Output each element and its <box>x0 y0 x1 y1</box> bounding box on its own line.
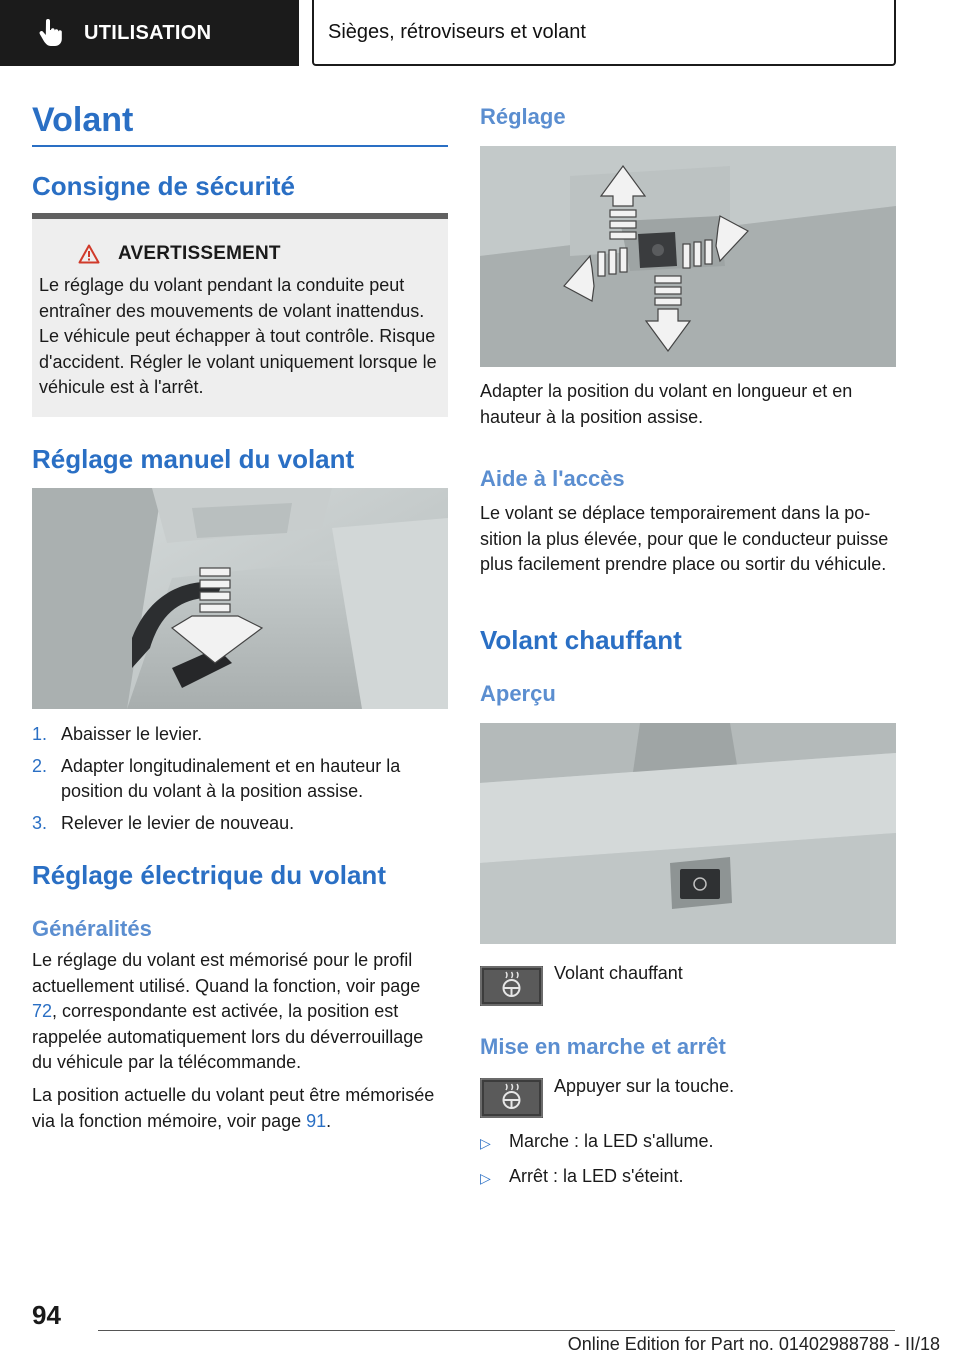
electric-adjust-heading: Réglage électrique du volant <box>32 860 386 890</box>
warning-triangle-icon <box>78 244 100 264</box>
overview-heading: Aperçu <box>480 681 556 706</box>
heated-button-label: Volant chauffant <box>554 963 683 983</box>
warning-text: Le réglage du volant pendant la conduite peut entraîner des mouvements de volant inattendus. Le véhicule peut échapper à tout contrôle. Risque d'accident. Régler le volant uniquement lorsque le véhicule est à l'arrêt. <box>39 275 437 397</box>
list-item <box>480 1164 896 1192</box>
step-number: 2. <box>32 755 48 776</box>
onoff-heading: Mise en marche et arrêt <box>480 1034 726 1059</box>
page-number: 94 <box>32 1300 61 1330</box>
general-paragraph-2 <box>32 1083 448 1134</box>
warning-header <box>78 243 448 265</box>
triangle-bullet-icon: ▷ <box>480 1169 491 1186</box>
state-text: Marche : la LED s'allume. <box>509 1131 714 1151</box>
list-item <box>32 811 448 837</box>
access-heading: Aide à l'accès <box>480 466 625 491</box>
page-link-91[interactable]: 91 <box>306 1110 327 1131</box>
section-tab <box>0 0 299 66</box>
hand-pointer-icon <box>38 19 62 47</box>
footer-edition: Online Edition for Part no. 01402988788 - II/18 <box>567 1334 940 1354</box>
heated-steering-wheel-icon <box>480 966 543 1006</box>
text-span: . <box>326 1110 332 1131</box>
general-paragraph-1 <box>32 948 448 1076</box>
heated-heading: Volant chauffant <box>480 625 682 655</box>
access-text: Le volant se déplace temporairement dans la position la plus élevée, pour que le conducteur puisse plus facilement prendre place ou sortir du véhicule. <box>480 503 889 574</box>
step-text: Abaisser le levier. <box>61 724 203 744</box>
safety-heading: Consigne de sécurité <box>32 171 295 201</box>
footer-rule <box>98 1330 895 1331</box>
page-header <box>0 0 960 66</box>
general-heading: Généralités <box>32 916 152 941</box>
chapter-title: Sièges, rétroviseurs et volant <box>312 0 896 66</box>
text-span: Le réglage du volant est mémorisé pour le profil actuellement utilisé. Quand la fonction, voir page <box>32 950 421 996</box>
triangle-bullet-icon: ▷ <box>480 1135 491 1151</box>
title-rule <box>32 145 448 147</box>
list-item <box>32 722 448 748</box>
step-text: Adapter longitudinalement et en hauteur la position du volant à la position assise. <box>61 755 401 801</box>
heated-steering-wheel-button-icon <box>480 1078 543 1118</box>
page-link-72[interactable]: 72 <box>32 1001 53 1021</box>
state-text: Arrêt : la LED s'éteint. <box>509 1165 684 1186</box>
step-text: Relever le levier de nouveau. <box>61 812 295 833</box>
page-title: Volant <box>32 101 134 139</box>
text-span: La position actuelle du volant peut être mémorisée via la fonction mémoire, voir page <box>32 1085 435 1131</box>
state-list <box>480 1129 896 1198</box>
section-label: UTILISATION <box>84 21 212 44</box>
heated-button-photo <box>480 723 896 944</box>
text-span: , correspondante est activée, la position est rappelée automatiquement lors du déverrouillage du véhicule par la télécommande. <box>32 1001 424 1072</box>
step-number: 3. <box>32 812 48 833</box>
lever-photo <box>32 488 448 709</box>
switch-photo <box>480 146 896 367</box>
step-number: 1. <box>32 724 48 744</box>
warning-box <box>32 213 448 417</box>
list-item <box>32 754 448 805</box>
list-item <box>480 1129 896 1157</box>
manual-adjust-heading: Réglage manuel du volant <box>32 444 355 474</box>
adjust-caption: Adapter la position du volant en longueur et en hauteur à la position assise. <box>480 381 853 427</box>
onoff-text: Appuyer sur la touche. <box>554 1076 735 1096</box>
adjust-heading: Réglage <box>480 104 566 129</box>
manual-steps-list <box>32 722 448 842</box>
warning-label: AVERTISSEMENT <box>118 243 281 264</box>
